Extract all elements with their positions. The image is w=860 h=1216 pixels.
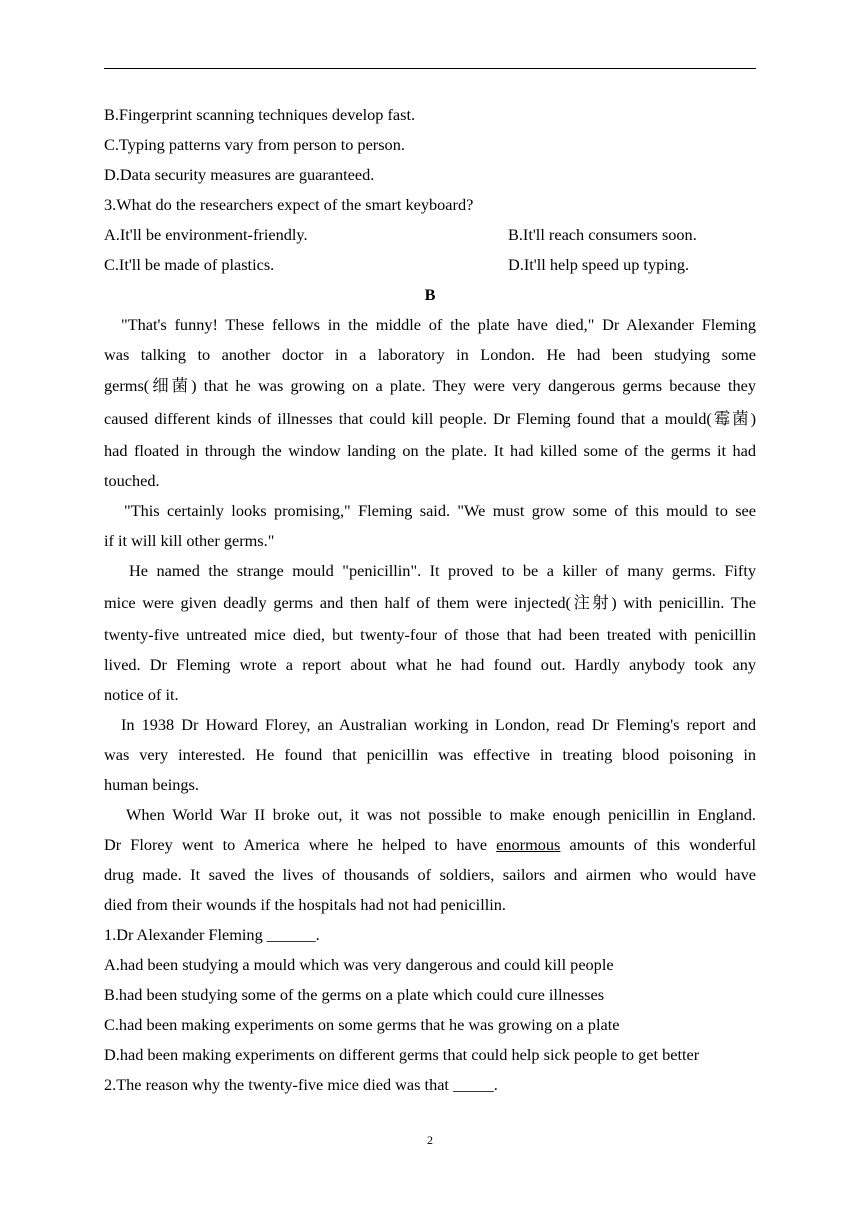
paragraph-line: caused different kinds of illnesses that could kill people. Dr Fleming found that a mould(霉菌) [104, 409, 756, 428]
text-run: amounts of this wonderful [560, 835, 756, 854]
paragraph-line: twenty-five untreated mice died, but twenty-four of those that had been treated with penicillin [104, 625, 756, 644]
underlined-word: enormous [496, 835, 561, 854]
paragraph-line: human beings. [104, 775, 199, 794]
paragraph-line: In 1938 Dr Howard Florey, an Australian working in London, read Dr Fleming's report and [121, 715, 756, 734]
page-number: 2 [427, 1133, 433, 1147]
paragraph-line: He named the strange mould "penicillin". It proved to be a killer of many germs. Fifty [129, 561, 756, 580]
option-line: C.Typing patterns vary from person to person. [104, 135, 405, 154]
paragraph-line: When World War II broke out, it was not possible to make enough penicillin in England. [126, 805, 756, 824]
option-line: B.Fingerprint scanning techniques develop fast. [104, 105, 416, 124]
paragraph-line: mice were given deadly germs and then half of them were injected(注射) with penicillin. The [104, 593, 756, 612]
text-run: Dr Florey went to America where he helped to have [104, 835, 497, 854]
header-rule [104, 68, 756, 69]
paragraph-line: touched. [104, 471, 160, 490]
option-b: B.It'll reach consumers soon. [508, 225, 697, 244]
option-line: A.had been studying a mould which was very dangerous and could kill people [104, 955, 614, 974]
paragraph-line: if it will kill other germs." [104, 531, 275, 550]
option-line: C.had been making experiments on some germs that he was growing on a plate [104, 1015, 620, 1034]
option-line: D.had been making experiments on different germs that could help sick people to get better [104, 1045, 700, 1064]
option-row [104, 224, 756, 246]
paragraph-line: drug made. It saved the lives of thousands of soldiers, sailors and airmen who would have [104, 865, 756, 884]
paragraph-line: germs(细菌) that he was growing on a plate. They were very dangerous germs because they [104, 376, 756, 395]
paragraph-line: "This certainly looks promising," Fleming said. "We must grow some of this mould to see [124, 501, 756, 520]
paragraph-line: had floated in through the window landing on the plate. It had killed some of the germs it had [104, 441, 756, 460]
paragraph-line: died from their wounds if the hospitals had not had penicillin. [104, 895, 506, 914]
paragraph-line: notice of it. [104, 685, 179, 704]
paragraph-line [104, 834, 756, 856]
option-a: A.It'll be environment-friendly. [104, 225, 308, 244]
question-stem: 1.Dr Alexander Fleming ______. [104, 925, 320, 944]
option-c: C.It'll be made of plastics. [104, 255, 275, 274]
paragraph-line: "That's funny! These fellows in the middle of the plate have died," Dr Alexander Fleming [121, 315, 756, 334]
option-row [104, 254, 756, 276]
paragraph-line: was talking to another doctor in a laboratory in London. He had been studying some [104, 345, 756, 364]
question-stem: 2.The reason why the twenty-five mice died was that _____. [104, 1075, 498, 1094]
paragraph-line: lived. Dr Fleming wrote a report about what he had found out. Hardly anybody took any [104, 655, 756, 674]
section-heading: B [424, 285, 436, 304]
option-line: D.Data security measures are guaranteed. [104, 165, 375, 184]
option-line: B.had been studying some of the germs on a plate which could cure illnesses [104, 985, 605, 1004]
question-stem: 3.What do the researchers expect of the smart keyboard? [104, 195, 474, 214]
paragraph-line: was very interested. He found that penicillin was effective in treating blood poisoning in [104, 745, 756, 764]
option-d: D.It'll help speed up typing. [508, 255, 690, 274]
